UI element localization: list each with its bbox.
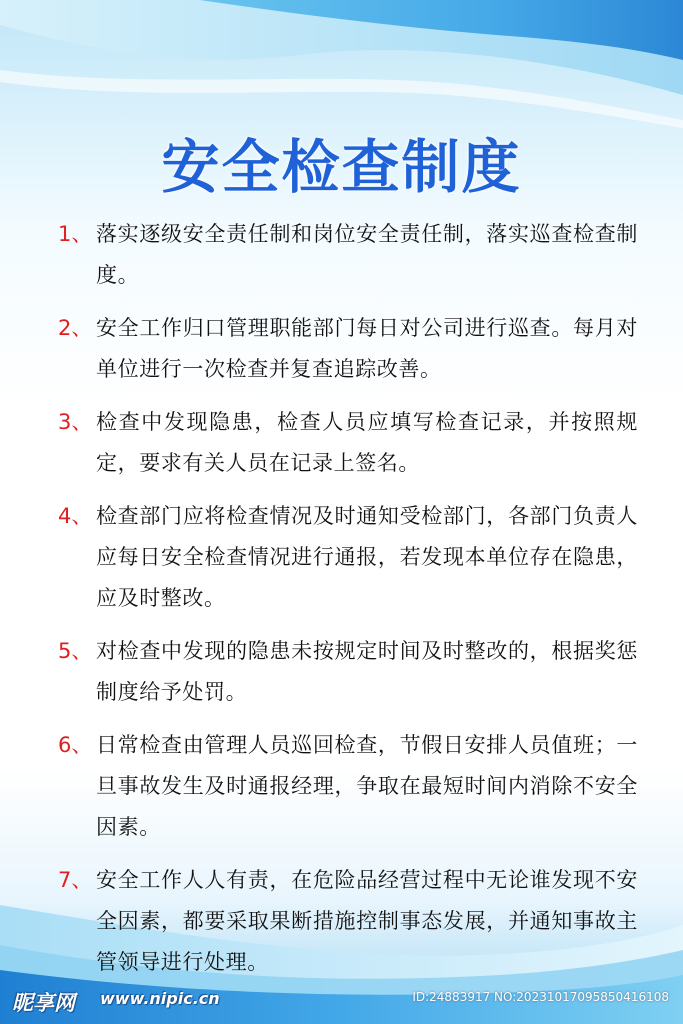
- rule-item: [58, 725, 638, 848]
- rule-text: 对检查中发现的隐患未按规定时间及时整改的，根据奖惩制度给予处罚。: [96, 639, 638, 704]
- rule-number: 4、: [58, 504, 93, 528]
- rule-item: [58, 496, 638, 619]
- rule-text: 检查部门应将检查情况及时通知受检部门，各部门负责人应每日安全检查情况进行通报，若发现本单位存在隐患，应及时整改。: [96, 504, 638, 610]
- rule-number: 1、: [58, 222, 93, 246]
- rule-item: [58, 631, 638, 713]
- rule-number: 2、: [58, 316, 93, 340]
- rule-number: 3、: [58, 410, 93, 434]
- rule-text: 日常检查由管理人员巡回检查，节假日安排人员值班；一旦事故发生及时通报经理，争取在最短时间内消除不安全因素。: [96, 733, 638, 839]
- rules-list: [58, 214, 638, 995]
- rule-item: [58, 402, 638, 484]
- rule-text: 安全工作人人有责，在危险品经营过程中无论谁发现不安全因素，都要采取果断措施控制事态发展，并通知事故主管领导进行处理。: [96, 868, 638, 974]
- rule-item: [58, 214, 638, 296]
- rule-item: [58, 860, 638, 983]
- watermark-id: ID:24883917 NO:20231017095850416108: [412, 990, 669, 1004]
- rule-number: 6、: [58, 733, 93, 757]
- page-title: 安全检查制度: [161, 133, 522, 201]
- watermark-url: www.nipic.cn: [100, 989, 220, 1008]
- rule-text: 安全工作归口管理职能部门每日对公司进行巡查。每月对单位进行一次检查并复查追踪改善。: [96, 316, 638, 381]
- rule-number: 7、: [58, 868, 93, 892]
- rule-number: 5、: [58, 639, 93, 663]
- rule-text: 检查中发现隐患，检查人员应填写检查记录，并按照规定，要求有关人员在记录上签名。: [96, 410, 638, 475]
- rule-text: 落实逐级安全责任制和岗位安全责任制，落实巡查检查制度。: [96, 222, 638, 287]
- watermark-logo: 昵享网: [12, 991, 75, 1015]
- rule-item: [58, 308, 638, 390]
